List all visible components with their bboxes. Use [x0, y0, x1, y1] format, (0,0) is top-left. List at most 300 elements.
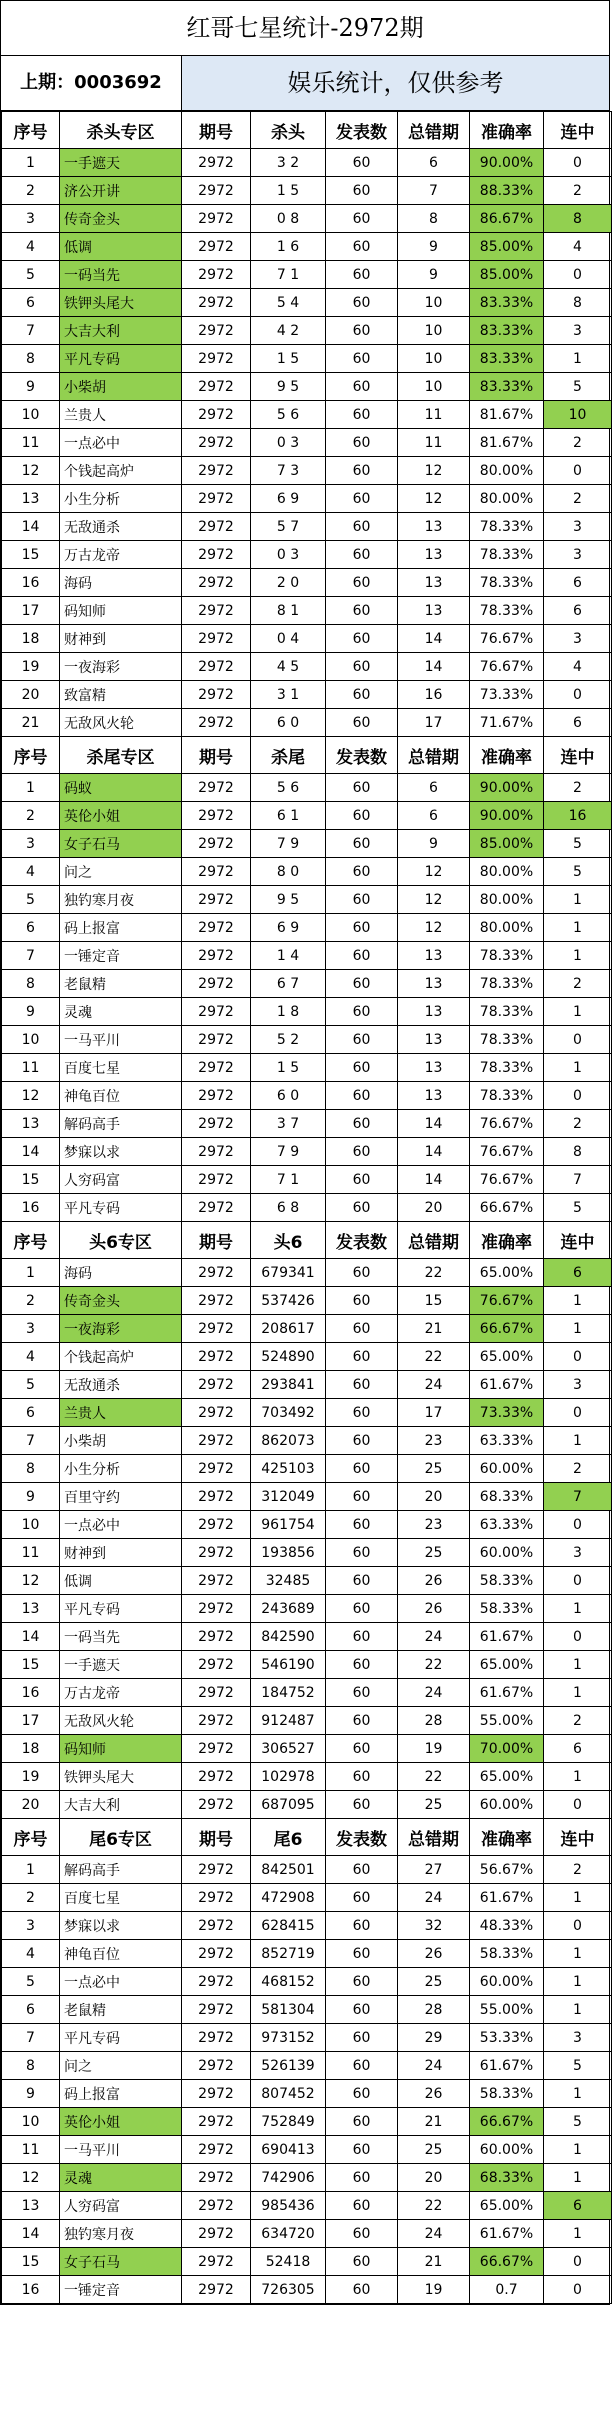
cell-errors: 10 [398, 345, 470, 373]
table-row [2, 261, 612, 289]
cell-errors: 28 [398, 1996, 470, 2024]
cell-published: 60 [326, 2052, 398, 2080]
cell-published: 60 [326, 1968, 398, 1996]
cell-published: 60 [326, 233, 398, 261]
cell-expert-name: 码上报富 [60, 2080, 182, 2108]
cell-issue: 2972 [182, 1856, 251, 1884]
cell-accuracy: 66.67% [470, 1315, 544, 1343]
cell-issue: 2972 [182, 1026, 251, 1054]
cell-prediction: 4 2 [251, 317, 326, 345]
cell-errors: 16 [398, 681, 470, 709]
cell-issue: 2972 [182, 1511, 251, 1539]
cell-expert-name: 问之 [60, 2052, 182, 2080]
cell-rank: 4 [2, 858, 60, 886]
cell-prediction: 4 5 [251, 653, 326, 681]
cell-expert-name: 一点必中 [60, 1511, 182, 1539]
cell-published: 60 [326, 1259, 398, 1287]
cell-streak: 0 [544, 1026, 612, 1054]
cell-rank: 1 [2, 774, 60, 802]
cell-expert-name: 老鼠精 [60, 970, 182, 998]
cell-streak: 7 [544, 1483, 612, 1511]
cell-prediction: 6 8 [251, 1194, 326, 1222]
cell-rank: 16 [2, 1679, 60, 1707]
table-row [2, 569, 612, 597]
cell-rank: 8 [2, 970, 60, 998]
cell-accuracy: 58.33% [470, 2080, 544, 2108]
cell-rank: 6 [2, 1996, 60, 2024]
cell-issue: 2972 [182, 1371, 251, 1399]
cell-prediction: 752849 [251, 2108, 326, 2136]
cell-streak: 3 [544, 541, 612, 569]
table-row [2, 1707, 612, 1735]
cell-prediction: 193856 [251, 1539, 326, 1567]
cell-errors: 24 [398, 1884, 470, 1912]
cell-expert-name: 铁钾头尾大 [60, 289, 182, 317]
table-row [2, 1026, 612, 1054]
cell-rank: 12 [2, 2164, 60, 2192]
cell-accuracy: 85.00% [470, 261, 544, 289]
cell-expert-name: 一码当先 [60, 1623, 182, 1651]
cell-prediction: 703492 [251, 1399, 326, 1427]
cell-prediction: 690413 [251, 2136, 326, 2164]
cell-streak: 4 [544, 233, 612, 261]
header-published: 发表数 [326, 1819, 398, 1856]
cell-expert-name: 万古龙帝 [60, 1679, 182, 1707]
cell-accuracy: 66.67% [470, 2248, 544, 2276]
stats-table [1, 111, 612, 2304]
cell-errors: 6 [398, 774, 470, 802]
cell-errors: 21 [398, 2108, 470, 2136]
cell-expert-name: 英伦小姐 [60, 2108, 182, 2136]
cell-rank: 5 [2, 1371, 60, 1399]
cell-prediction: 581304 [251, 1996, 326, 2024]
cell-issue: 2972 [182, 858, 251, 886]
header-prediction: 头6 [251, 1222, 326, 1259]
cell-rank: 9 [2, 1483, 60, 1511]
cell-issue: 2972 [182, 1194, 251, 1222]
cell-accuracy: 60.00% [470, 2136, 544, 2164]
cell-issue: 2972 [182, 233, 251, 261]
cell-prediction: 293841 [251, 1371, 326, 1399]
cell-rank: 8 [2, 1455, 60, 1483]
cell-prediction: 468152 [251, 1968, 326, 1996]
cell-errors: 10 [398, 317, 470, 345]
cell-streak: 0 [544, 1791, 612, 1819]
cell-issue: 2972 [182, 2052, 251, 2080]
cell-errors: 17 [398, 709, 470, 737]
cell-issue: 2972 [182, 774, 251, 802]
section-header-row [2, 1819, 612, 1856]
table-row [2, 1399, 612, 1427]
cell-errors: 25 [398, 1791, 470, 1819]
cell-expert-name: 一马平川 [60, 1026, 182, 1054]
cell-accuracy: 78.33% [470, 541, 544, 569]
cell-rank: 19 [2, 1763, 60, 1791]
header-expert-name: 杀头专区 [60, 112, 182, 149]
cell-rank: 6 [2, 289, 60, 317]
cell-published: 60 [326, 205, 398, 233]
cell-streak: 6 [544, 569, 612, 597]
cell-published: 60 [326, 429, 398, 457]
cell-streak: 1 [544, 2220, 612, 2248]
cell-accuracy: 58.33% [470, 1940, 544, 1968]
cell-published: 60 [326, 1138, 398, 1166]
table-row [2, 1511, 612, 1539]
table-row [2, 1427, 612, 1455]
cell-published: 60 [326, 1287, 398, 1315]
cell-expert-name: 女子石马 [60, 830, 182, 858]
cell-prediction: 243689 [251, 1595, 326, 1623]
cell-prediction: 6 0 [251, 709, 326, 737]
cell-errors: 12 [398, 886, 470, 914]
cell-prediction: 1 4 [251, 942, 326, 970]
cell-rank: 12 [2, 457, 60, 485]
header-rank: 序号 [2, 737, 60, 774]
cell-issue: 2972 [182, 345, 251, 373]
cell-accuracy: 76.67% [470, 1287, 544, 1315]
header-accuracy: 准确率 [470, 1222, 544, 1259]
cell-streak: 1 [544, 1763, 612, 1791]
cell-expert-name: 无敌风火轮 [60, 709, 182, 737]
cell-rank: 8 [2, 2052, 60, 2080]
cell-streak: 3 [544, 2024, 612, 2052]
cell-expert-name: 大吉大利 [60, 1791, 182, 1819]
cell-prediction: 687095 [251, 1791, 326, 1819]
cell-streak: 3 [544, 1371, 612, 1399]
cell-rank: 5 [2, 886, 60, 914]
cell-streak: 0 [544, 1082, 612, 1110]
cell-streak: 3 [544, 1539, 612, 1567]
cell-prediction: 102978 [251, 1763, 326, 1791]
cell-expert-name: 财神到 [60, 625, 182, 653]
cell-published: 60 [326, 1483, 398, 1511]
header-prediction: 杀尾 [251, 737, 326, 774]
cell-streak: 1 [544, 1679, 612, 1707]
cell-accuracy: 60.00% [470, 1455, 544, 1483]
cell-errors: 22 [398, 1259, 470, 1287]
cell-streak: 0 [544, 1343, 612, 1371]
header-expert-name: 头6专区 [60, 1222, 182, 1259]
cell-accuracy: 65.00% [470, 1343, 544, 1371]
cell-accuracy: 85.00% [470, 233, 544, 261]
last-issue-label: 上期：0003692 [1, 56, 182, 110]
table-row [2, 1856, 612, 1884]
cell-issue: 2972 [182, 625, 251, 653]
cell-errors: 26 [398, 1567, 470, 1595]
cell-accuracy: 56.67% [470, 1856, 544, 1884]
cell-expert-name: 百度七星 [60, 1884, 182, 1912]
cell-accuracy: 68.33% [470, 1483, 544, 1511]
table-row [2, 681, 612, 709]
cell-expert-name: 码蚁 [60, 774, 182, 802]
cell-expert-name: 济公开讲 [60, 177, 182, 205]
cell-errors: 9 [398, 830, 470, 858]
table-row [2, 2164, 612, 2192]
cell-streak: 0 [544, 457, 612, 485]
cell-streak: 8 [544, 1138, 612, 1166]
table-row [2, 457, 612, 485]
cell-rank: 9 [2, 998, 60, 1026]
cell-issue: 2972 [182, 1110, 251, 1138]
cell-issue: 2972 [182, 886, 251, 914]
cell-rank: 11 [2, 2136, 60, 2164]
cell-accuracy: 66.67% [470, 2108, 544, 2136]
table-row [2, 1763, 612, 1791]
cell-accuracy: 90.00% [470, 802, 544, 830]
table-row [2, 1054, 612, 1082]
cell-issue: 2972 [182, 2024, 251, 2052]
table-row [2, 1138, 612, 1166]
cell-rank: 16 [2, 569, 60, 597]
cell-rank: 10 [2, 1511, 60, 1539]
cell-prediction: 5 2 [251, 1026, 326, 1054]
cell-issue: 2972 [182, 2136, 251, 2164]
cell-rank: 9 [2, 2080, 60, 2108]
cell-issue: 2972 [182, 177, 251, 205]
cell-accuracy: 66.67% [470, 1194, 544, 1222]
cell-prediction: 9 5 [251, 886, 326, 914]
cell-errors: 25 [398, 1968, 470, 1996]
cell-accuracy: 81.67% [470, 401, 544, 429]
cell-rank: 8 [2, 345, 60, 373]
cell-expert-name: 一锤定音 [60, 2276, 182, 2304]
cell-expert-name: 一夜海彩 [60, 653, 182, 681]
cell-prediction: 425103 [251, 1455, 326, 1483]
cell-accuracy: 76.67% [470, 1138, 544, 1166]
cell-expert-name: 传奇金头 [60, 205, 182, 233]
cell-streak: 5 [544, 373, 612, 401]
cell-rank: 2 [2, 1287, 60, 1315]
cell-rank: 14 [2, 1623, 60, 1651]
cell-published: 60 [326, 2136, 398, 2164]
cell-accuracy: 65.00% [470, 1763, 544, 1791]
cell-published: 60 [326, 1539, 398, 1567]
cell-rank: 16 [2, 1194, 60, 1222]
cell-rank: 11 [2, 429, 60, 457]
cell-published: 60 [326, 1567, 398, 1595]
cell-expert-name: 一马平川 [60, 2136, 182, 2164]
cell-published: 60 [326, 1371, 398, 1399]
cell-accuracy: 81.67% [470, 429, 544, 457]
cell-errors: 28 [398, 1707, 470, 1735]
cell-accuracy: 68.33% [470, 2164, 544, 2192]
cell-published: 60 [326, 345, 398, 373]
cell-issue: 2972 [182, 2080, 251, 2108]
cell-errors: 26 [398, 1595, 470, 1623]
cell-rank: 7 [2, 2024, 60, 2052]
cell-published: 60 [326, 774, 398, 802]
cell-published: 60 [326, 858, 398, 886]
table-row [2, 345, 612, 373]
cell-accuracy: 60.00% [470, 1539, 544, 1567]
cell-accuracy: 73.33% [470, 681, 544, 709]
cell-accuracy: 53.33% [470, 2024, 544, 2052]
cell-published: 60 [326, 1595, 398, 1623]
table-row [2, 289, 612, 317]
cell-prediction: 985436 [251, 2192, 326, 2220]
cell-errors: 14 [398, 1138, 470, 1166]
cell-prediction: 8 0 [251, 858, 326, 886]
cell-published: 60 [326, 1110, 398, 1138]
cell-issue: 2972 [182, 457, 251, 485]
cell-accuracy: 78.33% [470, 1026, 544, 1054]
cell-issue: 2972 [182, 1912, 251, 1940]
cell-published: 60 [326, 1912, 398, 1940]
cell-rank: 12 [2, 1567, 60, 1595]
cell-prediction: 184752 [251, 1679, 326, 1707]
cell-streak: 2 [544, 774, 612, 802]
cell-published: 60 [326, 569, 398, 597]
cell-published: 60 [326, 1315, 398, 1343]
cell-streak: 5 [544, 858, 612, 886]
cell-rank: 1 [2, 1259, 60, 1287]
cell-accuracy: 76.67% [470, 1110, 544, 1138]
cell-rank: 7 [2, 1427, 60, 1455]
header-rank: 序号 [2, 1819, 60, 1856]
cell-issue: 2972 [182, 1623, 251, 1651]
table-row [2, 541, 612, 569]
cell-issue: 2972 [182, 1707, 251, 1735]
cell-expert-name: 百里守约 [60, 1483, 182, 1511]
page-title: 红哥七星统计-2972期 [1, 1, 609, 56]
cell-published: 60 [326, 2080, 398, 2108]
cell-published: 60 [326, 1791, 398, 1819]
cell-issue: 2972 [182, 261, 251, 289]
cell-expert-name: 兰贵人 [60, 1399, 182, 1427]
cell-expert-name: 平凡专码 [60, 2024, 182, 2052]
cell-expert-name: 一码当先 [60, 261, 182, 289]
cell-published: 60 [326, 1455, 398, 1483]
table-row [2, 205, 612, 233]
table-row [2, 317, 612, 345]
cell-prediction: 5 6 [251, 774, 326, 802]
cell-expert-name: 女子石马 [60, 2248, 182, 2276]
cell-streak: 1 [544, 2080, 612, 2108]
cell-streak: 0 [544, 1623, 612, 1651]
cell-rank: 2 [2, 177, 60, 205]
cell-rank: 4 [2, 233, 60, 261]
cell-issue: 2972 [182, 1567, 251, 1595]
table-row [2, 858, 612, 886]
cell-rank: 5 [2, 261, 60, 289]
cell-errors: 13 [398, 1054, 470, 1082]
cell-expert-name: 一夜海彩 [60, 1315, 182, 1343]
header-published: 发表数 [326, 737, 398, 774]
cell-issue: 2972 [182, 289, 251, 317]
table-row [2, 1455, 612, 1483]
cell-errors: 22 [398, 1763, 470, 1791]
cell-rank: 11 [2, 1054, 60, 1082]
cell-issue: 2972 [182, 998, 251, 1026]
header-streak: 连中 [544, 1819, 612, 1856]
cell-issue: 2972 [182, 373, 251, 401]
cell-errors: 10 [398, 289, 470, 317]
cell-published: 60 [326, 317, 398, 345]
cell-accuracy: 78.33% [470, 513, 544, 541]
header-expert-name: 杀尾专区 [60, 737, 182, 774]
cell-issue: 2972 [182, 1996, 251, 2024]
table-row [2, 2276, 612, 2304]
cell-expert-name: 万古龙帝 [60, 541, 182, 569]
cell-expert-name: 无敌风火轮 [60, 1707, 182, 1735]
cell-accuracy: 76.67% [470, 653, 544, 681]
cell-errors: 13 [398, 998, 470, 1026]
table-row [2, 1595, 612, 1623]
cell-prediction: 524890 [251, 1343, 326, 1371]
table-row [2, 2052, 612, 2080]
cell-expert-name: 梦寐以求 [60, 1912, 182, 1940]
table-row [2, 886, 612, 914]
cell-prediction: 0 4 [251, 625, 326, 653]
cell-issue: 2972 [182, 709, 251, 737]
cell-expert-name: 平凡专码 [60, 1595, 182, 1623]
cell-rank: 3 [2, 830, 60, 858]
cell-expert-name: 码知师 [60, 597, 182, 625]
cell-streak: 1 [544, 1968, 612, 1996]
cell-streak: 0 [544, 149, 612, 177]
cell-errors: 27 [398, 1856, 470, 1884]
cell-issue: 2972 [182, 1259, 251, 1287]
cell-expert-name: 大吉大利 [60, 317, 182, 345]
cell-streak: 2 [544, 177, 612, 205]
cell-rank: 18 [2, 1735, 60, 1763]
cell-expert-name: 小生分析 [60, 1455, 182, 1483]
cell-prediction: 973152 [251, 2024, 326, 2052]
cell-issue: 2972 [182, 1166, 251, 1194]
cell-errors: 9 [398, 233, 470, 261]
cell-published: 60 [326, 2220, 398, 2248]
cell-published: 60 [326, 1194, 398, 1222]
cell-accuracy: 78.33% [470, 998, 544, 1026]
cell-published: 60 [326, 998, 398, 1026]
cell-streak: 1 [544, 1884, 612, 1912]
cell-expert-name: 解码高手 [60, 1856, 182, 1884]
cell-published: 60 [326, 2024, 398, 2052]
cell-accuracy: 90.00% [470, 774, 544, 802]
cell-issue: 2972 [182, 1595, 251, 1623]
cell-rank: 18 [2, 625, 60, 653]
table-row [2, 177, 612, 205]
table-row [2, 513, 612, 541]
table-row [2, 2248, 612, 2276]
cell-streak: 2 [544, 1856, 612, 1884]
cell-expert-name: 财神到 [60, 1539, 182, 1567]
cell-accuracy: 65.00% [470, 2192, 544, 2220]
cell-expert-name: 海码 [60, 569, 182, 597]
cell-expert-name: 致富精 [60, 681, 182, 709]
cell-streak: 3 [544, 625, 612, 653]
cell-issue: 2972 [182, 970, 251, 998]
header-errors: 总错期 [398, 1222, 470, 1259]
cell-errors: 13 [398, 513, 470, 541]
cell-prediction: 526139 [251, 2052, 326, 2080]
cell-rank: 15 [2, 1651, 60, 1679]
cell-streak: 8 [544, 289, 612, 317]
cell-prediction: 842590 [251, 1623, 326, 1651]
cell-issue: 2972 [182, 401, 251, 429]
cell-expert-name: 码上报富 [60, 914, 182, 942]
cell-streak: 6 [544, 597, 612, 625]
cell-errors: 14 [398, 1110, 470, 1138]
table-row [2, 942, 612, 970]
cell-accuracy: 83.33% [470, 373, 544, 401]
cell-prediction: 7 1 [251, 1166, 326, 1194]
cell-expert-name: 一手遮天 [60, 1651, 182, 1679]
cell-issue: 2972 [182, 1763, 251, 1791]
table-row [2, 1567, 612, 1595]
table-row [2, 1940, 612, 1968]
cell-streak: 0 [544, 1567, 612, 1595]
